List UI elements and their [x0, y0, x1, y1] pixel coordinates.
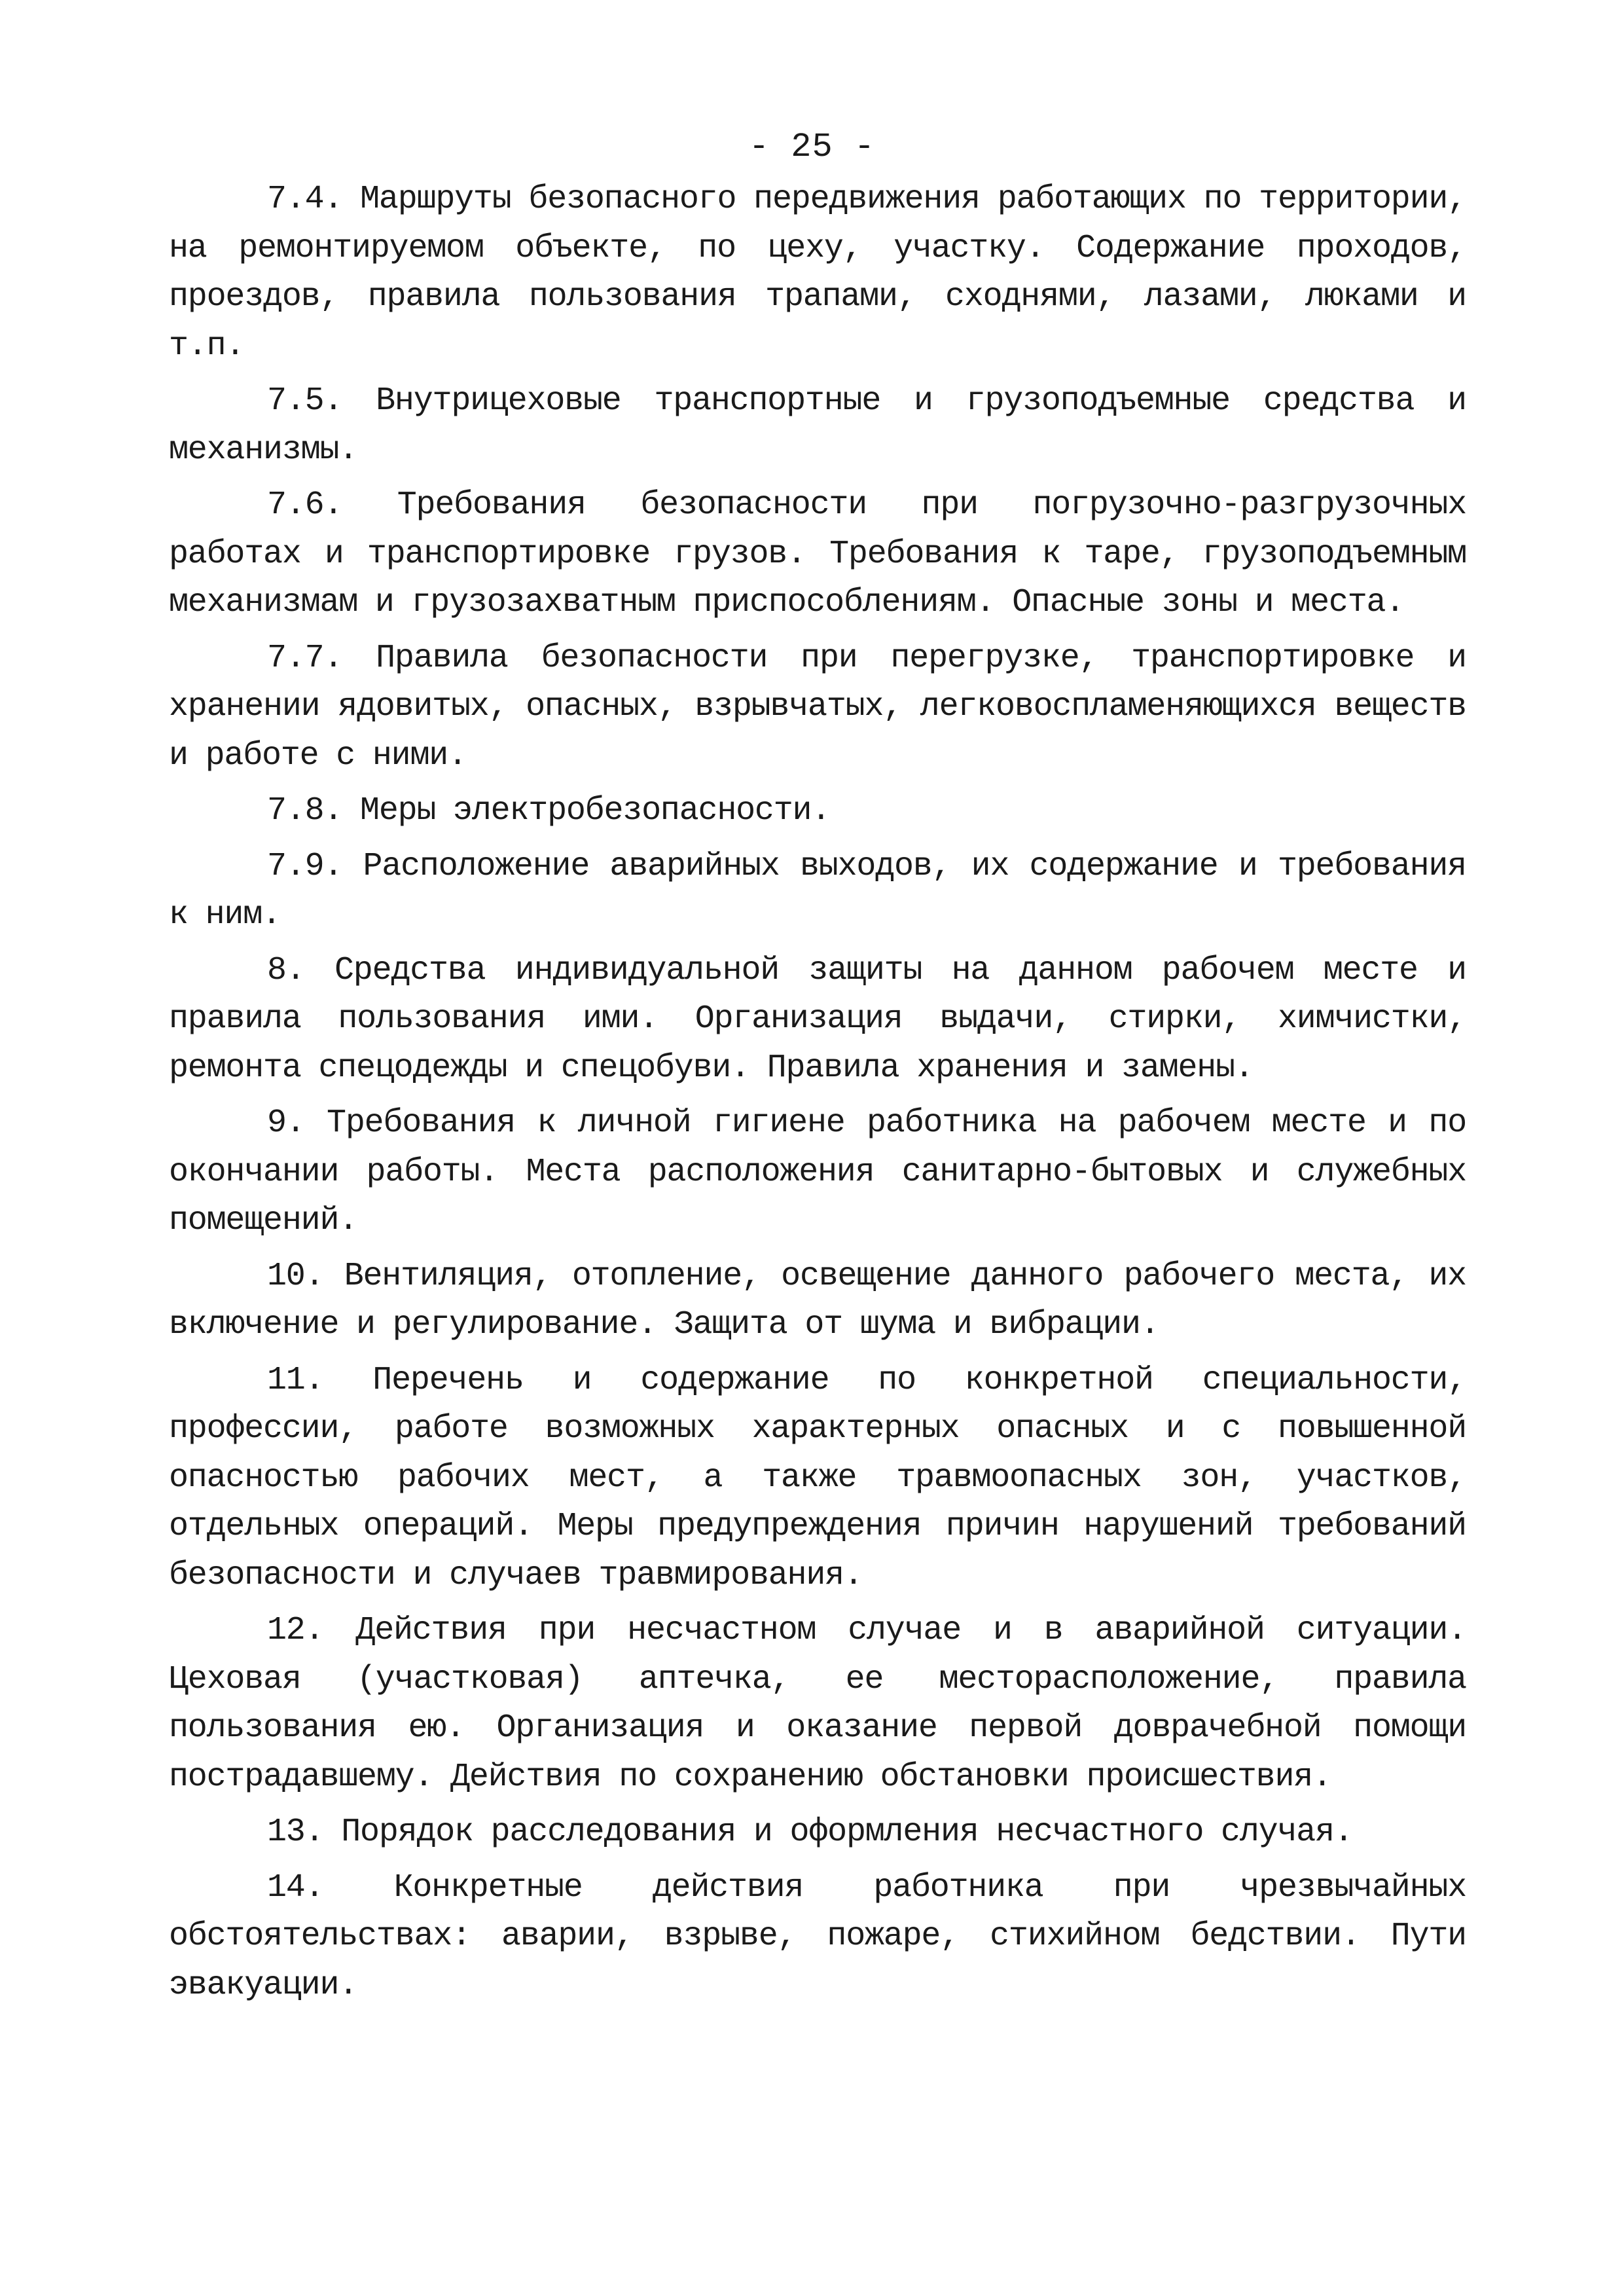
page-number: - 25 - — [748, 128, 876, 166]
paragraph-7-5: 7.5. Внутрицеховые транспортные и грузоподъемные средства и механизмы. — [169, 382, 1466, 469]
paragraph-14: 14. Конкретные действия работника при чрезвычайных обстоятельствах: аварии, взрыве, пожаре, стихийном бедствии. Пути эвакуации. — [169, 1868, 1466, 2004]
paragraph-11: 11. Перечень и содержание по конкретной специальности, профессии, работе возможных характерных опасных и с повышенной опасностью рабочих мест, а также травмоопасных зон, участков, отдельных операций. Меры предупреждения причин нарушений требований безопасности и случаев травмирования. — [169, 1361, 1466, 1594]
paragraph-13: 13. Порядок расследования и оформления несчастного случая. — [267, 1813, 1353, 1851]
paragraph-8: 8. Средства индивидуальной защиты на данном рабочем месте и правила пользования ими. Организация выдачи, стирки, химчистки, ремонта спецодежды и спецобуви. Правила хранения и замены. — [169, 951, 1466, 1087]
paragraph-7-8: 7.8. Меры электробезопасности. — [267, 792, 831, 829]
paragraph-10: 10. Вентиляция, отопление, освещение данного рабочего места, их включение и регулирование. Защита от шума и вибрации. — [169, 1257, 1466, 1343]
paragraph-7-6: 7.6. Требования безопасности при погрузочно-разгрузочных работах и транспортировке грузов. Требования к таре, грузоподъемным механизмам и грузозахватным приспособлениям. Опасные зоны и места. — [169, 486, 1466, 621]
paragraph-9: 9. Требования к личной гигиене работника на рабочем месте и по окончании работы. Места расположения санитарно-бытовых и служебных помещений. — [169, 1104, 1466, 1239]
document-body — [169, 175, 1466, 2016]
paragraph-7-9: 7.9. Расположение аварийных выходов, их содержание и требования к ним. — [169, 847, 1466, 934]
paragraph-12: 12. Действия при несчастном случае и в аварийной ситуации. Цеховая (участковая) аптечка, ее месторасположение, правила пользования ею. Организация и оказание первой доврачебной помощи пострадавшему. Действия по сохранению обстановки происшествия. — [169, 1612, 1466, 1796]
paragraph-7-7: 7.7. Правила безопасности при перегрузке, транспортировке и хранении ядовитых, опасных, взрывчатых, легковоспламеняющихся веществ и работе с ними. — [169, 639, 1466, 774]
paragraph-7-4: 7.4. Маршруты безопасного передвижения работающих по территории, на ремонтируемом объекте, по цеху, участку. Содержание проходов, проездов, правила пользования трапами, сходнями, лазами, люками и т.п. — [169, 181, 1466, 365]
